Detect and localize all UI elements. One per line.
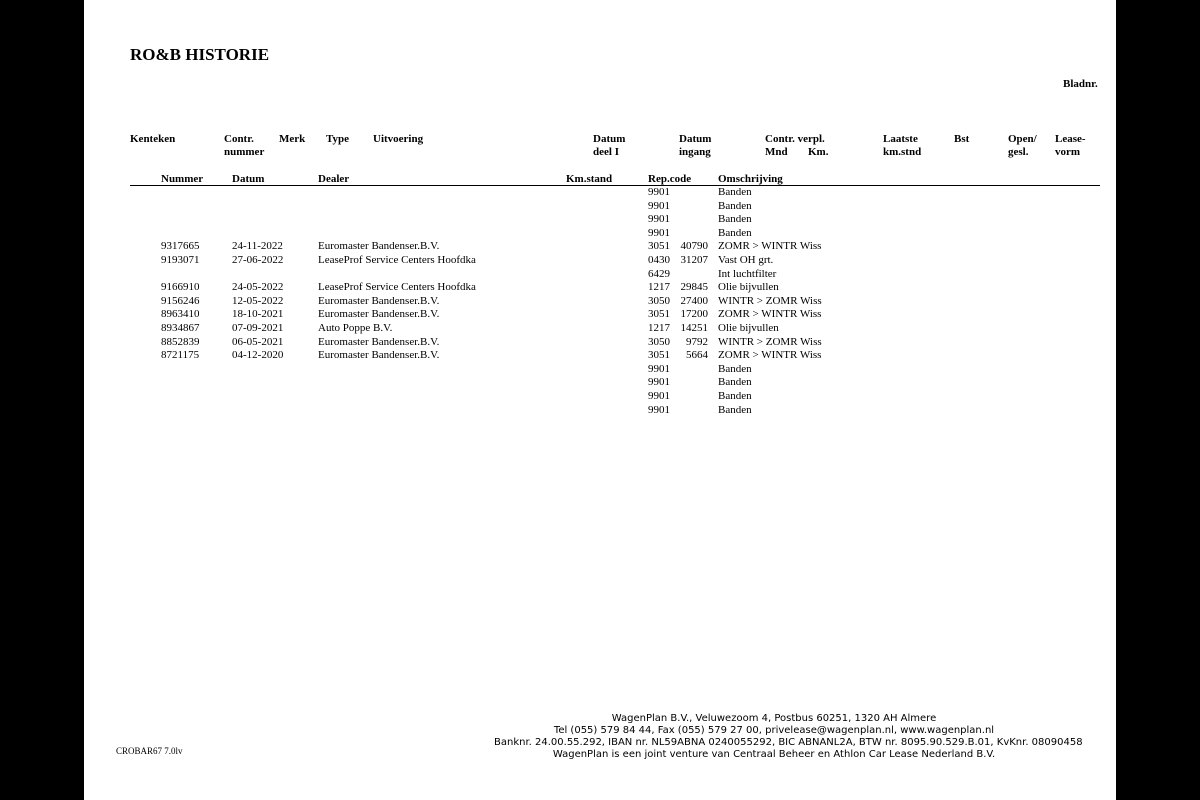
row-omschrijving: Int luchtfilter [718,267,777,280]
header-merk: Merk [279,133,306,145]
header-mnd: Mnd [765,146,788,158]
company-footer [494,713,1083,761]
table-row [84,295,1116,309]
row-repcode: 9901 [648,403,670,416]
row-repcode: 3050 [648,294,670,307]
row-repcode: 3051 [648,240,670,253]
row-dealer: LeaseProf Service Centers Hoofdka [318,281,476,294]
row-repcode: 9901 [648,362,670,375]
row-repcode: 9901 [648,186,670,198]
row-datum: 24-11-2022 [232,240,283,253]
row-omschrijving: Olie bijvullen [718,322,779,334]
row-datum: 07-09-2021 [232,322,284,334]
row-datum: 04-12-2020 [232,349,284,362]
row-repcode: 1217 [648,281,670,294]
table-row [84,390,1116,404]
row-nummer: 8934867 [161,322,200,334]
row-nummer: 9156246 [161,294,200,307]
row-datum: 18-10-2021 [232,308,284,321]
table-row [84,254,1116,268]
row-dealer: LeaseProf Service Centers Hoofdka [318,254,476,266]
row-nummer: 8963410 [161,308,200,321]
table-row [84,322,1116,336]
row-nummer: 8721175 [161,349,200,362]
row-repcode: 9901 [648,376,670,389]
header-kenteken: Kenteken [130,133,176,145]
row-nummer: 9317665 [161,240,200,253]
row-omschrijving: Banden [718,186,752,198]
table-row [84,404,1116,418]
row-kmstand: 17200 [680,308,708,321]
table-row [84,240,1116,254]
row-repcode: 3050 [648,335,670,348]
row-omschrijving: Vast OH grt. [718,254,774,266]
document-version: CROBAR67 7.0lv [116,746,183,756]
row-kmstand: 29845 [680,281,708,294]
table-row [84,336,1116,350]
row-omschrijving: Banden [718,376,752,389]
row-kmstand: 31207 [680,254,708,266]
table-row [84,363,1116,377]
header-type: Type [326,133,350,145]
row-nummer: 8852839 [161,335,200,348]
header-open-line1: Open/ [1008,133,1037,145]
header-contr-verpl: Contr. verpl. [765,133,825,145]
header-laatste-line2: km.stnd [883,146,922,158]
header-lease-line1: Lease- [1055,133,1086,145]
header-laatste-kmstnd [883,133,921,159]
row-omschrijving: ZOMR > WINTR Wiss [718,308,822,321]
row-repcode: 9901 [648,199,670,212]
row-kmstand: 14251 [680,322,708,334]
row-kmstand: 27400 [680,294,708,307]
header-contr-line2: nummer [224,146,265,158]
header-contr-line1: Contr. [224,133,254,145]
table-row [84,349,1116,363]
header-datum-deel-line1: Datum [593,133,626,145]
table-row [84,308,1116,322]
footer-bank: Banknr. 24.00.55.292, IBAN nr. NL59ABNA 0240055292, BIC ABNANL2A, BTW nr. 8095.90.529.B.01, KvKnr. 08090458 [494,737,1083,748]
header-lease-line2: vorm [1055,146,1081,158]
header-open-gesl [1008,133,1037,159]
subheader-repcode: Rep.code [648,173,692,185]
header-km: Km. [808,146,829,158]
footer-joint-venture: WagenPlan is een joint venture van Centraal Beheer en Athlon Car Lease Nederland B.V. [552,749,996,760]
row-dealer: Euromaster Bandenser.B.V. [318,240,440,253]
table-row [84,268,1116,282]
header-uitvoering: Uitvoering [373,133,424,145]
row-omschrijving: Olie bijvullen [718,281,779,294]
row-repcode: 3051 [648,349,670,362]
row-omschrijving: ZOMR > WINTR Wiss [718,240,822,253]
row-repcode: 0430 [648,254,670,266]
header-datum-deel-line2: deel I [593,146,619,158]
row-repcode: 3051 [648,308,670,321]
table-row [84,200,1116,214]
row-omschrijving: Banden [718,213,752,226]
header-laatste-line1: Laatste [883,133,918,145]
row-omschrijving: Banden [718,362,752,375]
row-nummer: 9193071 [161,254,200,266]
header-bst: Bst [954,133,970,145]
row-omschrijving: Banden [718,199,752,212]
row-dealer: Euromaster Bandenser.B.V. [318,308,440,321]
subheader-datum: Datum [232,173,265,185]
page-number-label: Bladnr. [1063,78,1098,90]
row-repcode: 1217 [648,322,670,334]
row-datum: 24-05-2022 [232,281,284,294]
header-datum-ingang-line1: Datum [679,133,712,145]
header-datum-deel [593,133,625,159]
row-nummer: 9166910 [161,281,200,294]
row-omschrijving: Banden [718,403,752,416]
row-kmstand: 9792 [686,335,708,348]
row-repcode: 9901 [648,213,670,226]
row-dealer: Euromaster Bandenser.B.V. [318,349,440,362]
row-kmstand: 40790 [680,240,708,253]
page-title: RO&B HISTORIE [130,45,270,64]
row-repcode: 6429 [648,267,670,280]
row-repcode: 9901 [648,226,670,239]
row-dealer: Auto Poppe B.V. [318,322,393,334]
row-omschrijving: WINTR > ZOMR Wiss [718,294,822,307]
footer-contact: Tel (055) 579 84 44, Fax (055) 579 27 00, privelease@wagenplan.nl, www.wagenplan.nl [553,725,995,736]
row-dealer: Euromaster Bandenser.B.V. [318,335,440,348]
header-contr-nummer [224,133,264,159]
row-omschrijving: Banden [718,390,752,402]
header-lease-vorm [1055,133,1086,159]
table-row [84,281,1116,295]
footer-address: WagenPlan B.V., Veluwezoom 4, Postbus 60251, 1320 AH Almere [611,713,937,724]
subheader-omschrijving: Omschrijving [718,173,783,185]
row-dealer: Euromaster Bandenser.B.V. [318,294,440,307]
row-omschrijving: Banden [718,226,752,239]
row-kmstand: 5664 [686,349,708,362]
row-datum: 06-05-2021 [232,335,284,348]
row-omschrijving: WINTR > ZOMR Wiss [718,335,822,348]
header-open-line2: gesl. [1008,146,1029,158]
header-datum-ingang-line2: ingang [679,146,711,158]
header-datum-ingang [679,133,711,159]
table-row [84,227,1116,241]
subheader-dealer: Dealer [318,173,350,185]
row-datum: 27-06-2022 [232,254,284,266]
document-page [84,0,1116,800]
subheader-kmstand: Km.stand [566,173,613,185]
table-row [84,213,1116,227]
table-row [84,186,1116,200]
row-datum: 12-05-2022 [232,294,284,307]
row-repcode: 9901 [648,390,670,402]
table-row [84,376,1116,390]
row-omschrijving: ZOMR > WINTR Wiss [718,349,822,362]
subheader-nummer: Nummer [161,173,204,185]
